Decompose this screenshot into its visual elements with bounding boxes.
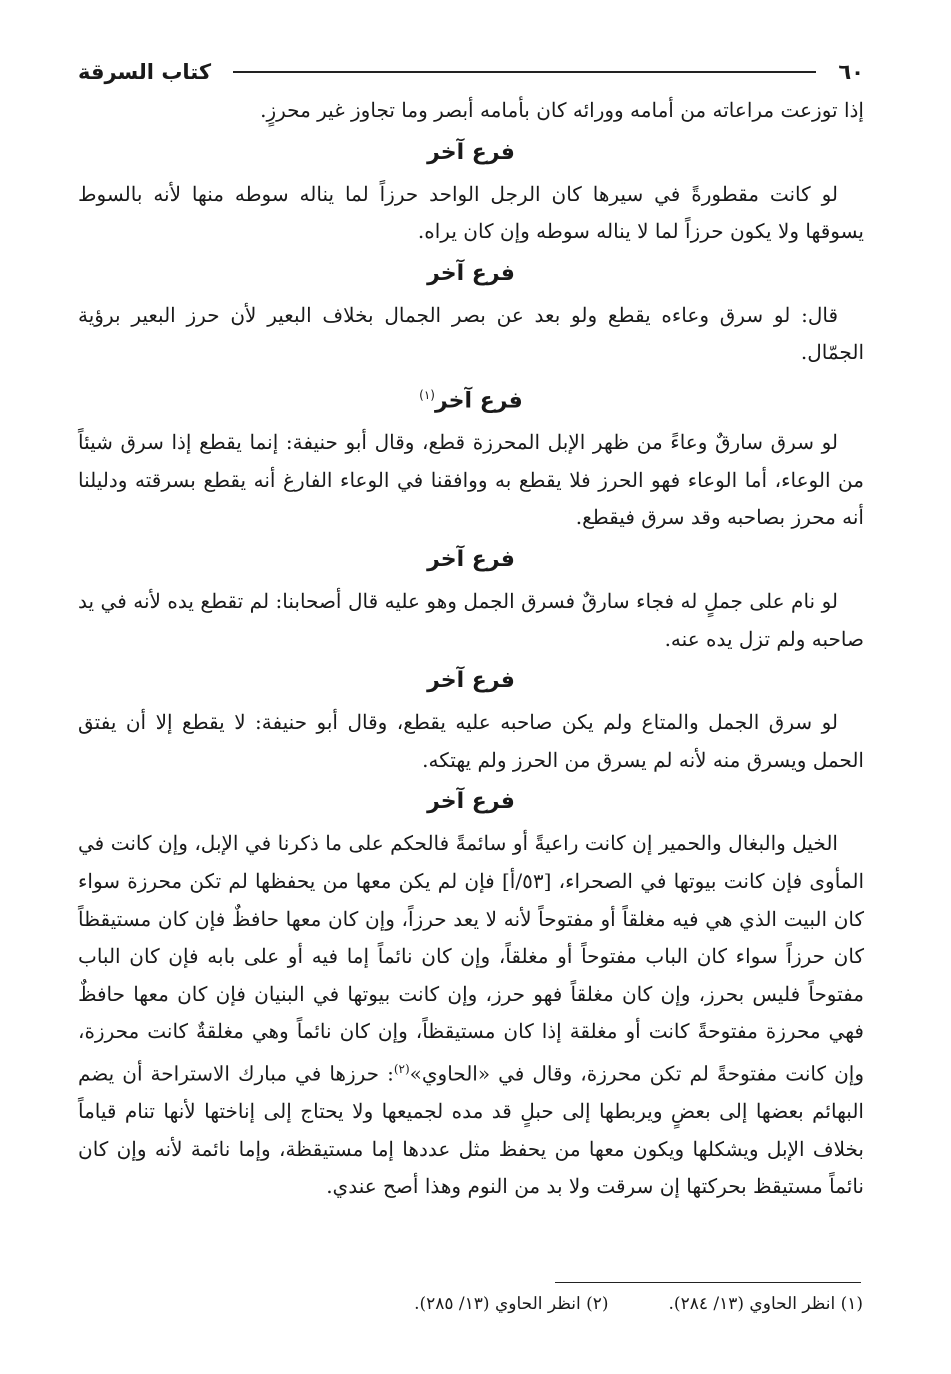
section-heading: فرع آخر xyxy=(427,668,515,694)
paragraph: قال: لو سرق وعاءه يقطع ولو بعد عن بصر الجمال بخلاف البعير لأن حرز البعير برؤية الجمّال. xyxy=(78,302,864,365)
page-number: ٦٠ xyxy=(838,60,864,84)
paragraph-text-continued: : حرزها في مبارك الاستراحة أن يضم البهائم بعضها إلى بعضٍ ويربطها إلى حبلٍ قد مده لجميعها ولا يحتاج إلى إناختها لأنها تنام قياماً بخلاف الإبل ويشكلها ويكون معها من يحفظ مثل عددها إما مستيقظة، وإما نائمة لأنه وإن كان نائماً مستيقظ بحركتها إن سرقت ولا بد من النوم وهذا أصح عندي. xyxy=(78,1061,864,1199)
heading-text: فرع آخر xyxy=(434,388,523,414)
paragraph: إذا توزعت مراعاته من أمامه وورائه كان بأمامه أبصر وما تجاوز غير محرزٍ. xyxy=(260,98,864,122)
running-header xyxy=(78,52,864,92)
paragraph: لو سرق سارقٌ وعاءً من ظهر الإبل المحرزة قطع، وقال أبو حنيفة: إنما يقطع إذا سرق شيئاً من الوعاء، أما الوعاء فهو الحرز فلا يقطع به ووافقنا في الوعاء الفارغ أنه يقطع بسرقته ودليلنا أنه محرز بصاحبه وقد سرق فيقطع. xyxy=(78,430,864,530)
paragraph-text: الخيل والبغال والحمير إن كانت راعيةً أو سائمةً فالحكم على ما ذكرنا في الإبل، وإن كانت في المأوى فإن كانت بيوتها في الصحراء، [٥٣/أ] فإن لم يكن معها من يحفظها لم تكن محرزة سواء كان البيت الذي هي فيه مغلقاً أو مفتوحاً لأنه لا يعد حرزاً، وإن كان معها حافظٌ فإن كان مستيقظاً كان حرزاً سواء كان الباب مفتوحاً أو مغلقاً، وإن كان نائماً إما فيه أو على بابه فإن كان الباب مفتوحاً فليس بحرز، وإن كان مغلقاً فهو حرز، وإن كانت بيوتها في البنيان فإن كان معها حافظٌ فهي محرزة مفتوحةً كانت أو مغلقة إذا كان مستيقظاً، وإن كان نائماً وهي مغلقةٌ كانت محرزة، وإن كانت مفتوحةً لم تكن محرزة، وقال في «الحاوي» xyxy=(78,831,864,1086)
header-rule xyxy=(233,71,816,73)
paragraph: لو كانت مقطورةً في سيرها كان الرجل الواحد حرزاً لما يناله سوطه منها لأنه بالسوط يسوقها ولا يكون حرزاً لما لا يناله سوطه وإن كان يراه. xyxy=(78,181,864,244)
footnote-item: (٢) انظر الحاوي (١٣/ ٢٨٥). xyxy=(414,1294,609,1314)
book-page xyxy=(78,52,864,1206)
section-heading: فرع آخر xyxy=(427,139,515,165)
footnote-item: (١) انظر الحاوي (١٣/ ٢٨٤). xyxy=(668,1294,863,1314)
section-heading: فرع آخر xyxy=(427,547,515,573)
footnote-marker: (٢) xyxy=(393,1062,410,1077)
section-heading: فرع آخر xyxy=(427,260,515,286)
book-title: كتاب السرقة xyxy=(78,60,212,84)
paragraph: لو سرق الجمل والمتاع ولم يكن صاحبه عليه يقطع، وقال أبو حنيفة: لا يقطع إلا أن يفتق الحمل ويسرق منه لأنه لم يسرق من الحرز ولم يهتكه. xyxy=(78,710,864,772)
section-heading: فرع آخر xyxy=(427,789,515,815)
footnotes xyxy=(223,1294,863,1314)
footnote-separator xyxy=(555,1282,861,1283)
footnote-marker: (١) xyxy=(419,387,435,402)
section-heading xyxy=(78,372,864,424)
paragraph: لو نام على جملٍ له فجاء سارقٌ فسرق الجمل وهو عليه قال أصحابنا: لم تقطع يده لأنه في يد صاحبه ولم تزل يده عنه. xyxy=(78,589,864,651)
paragraph xyxy=(78,825,864,1206)
